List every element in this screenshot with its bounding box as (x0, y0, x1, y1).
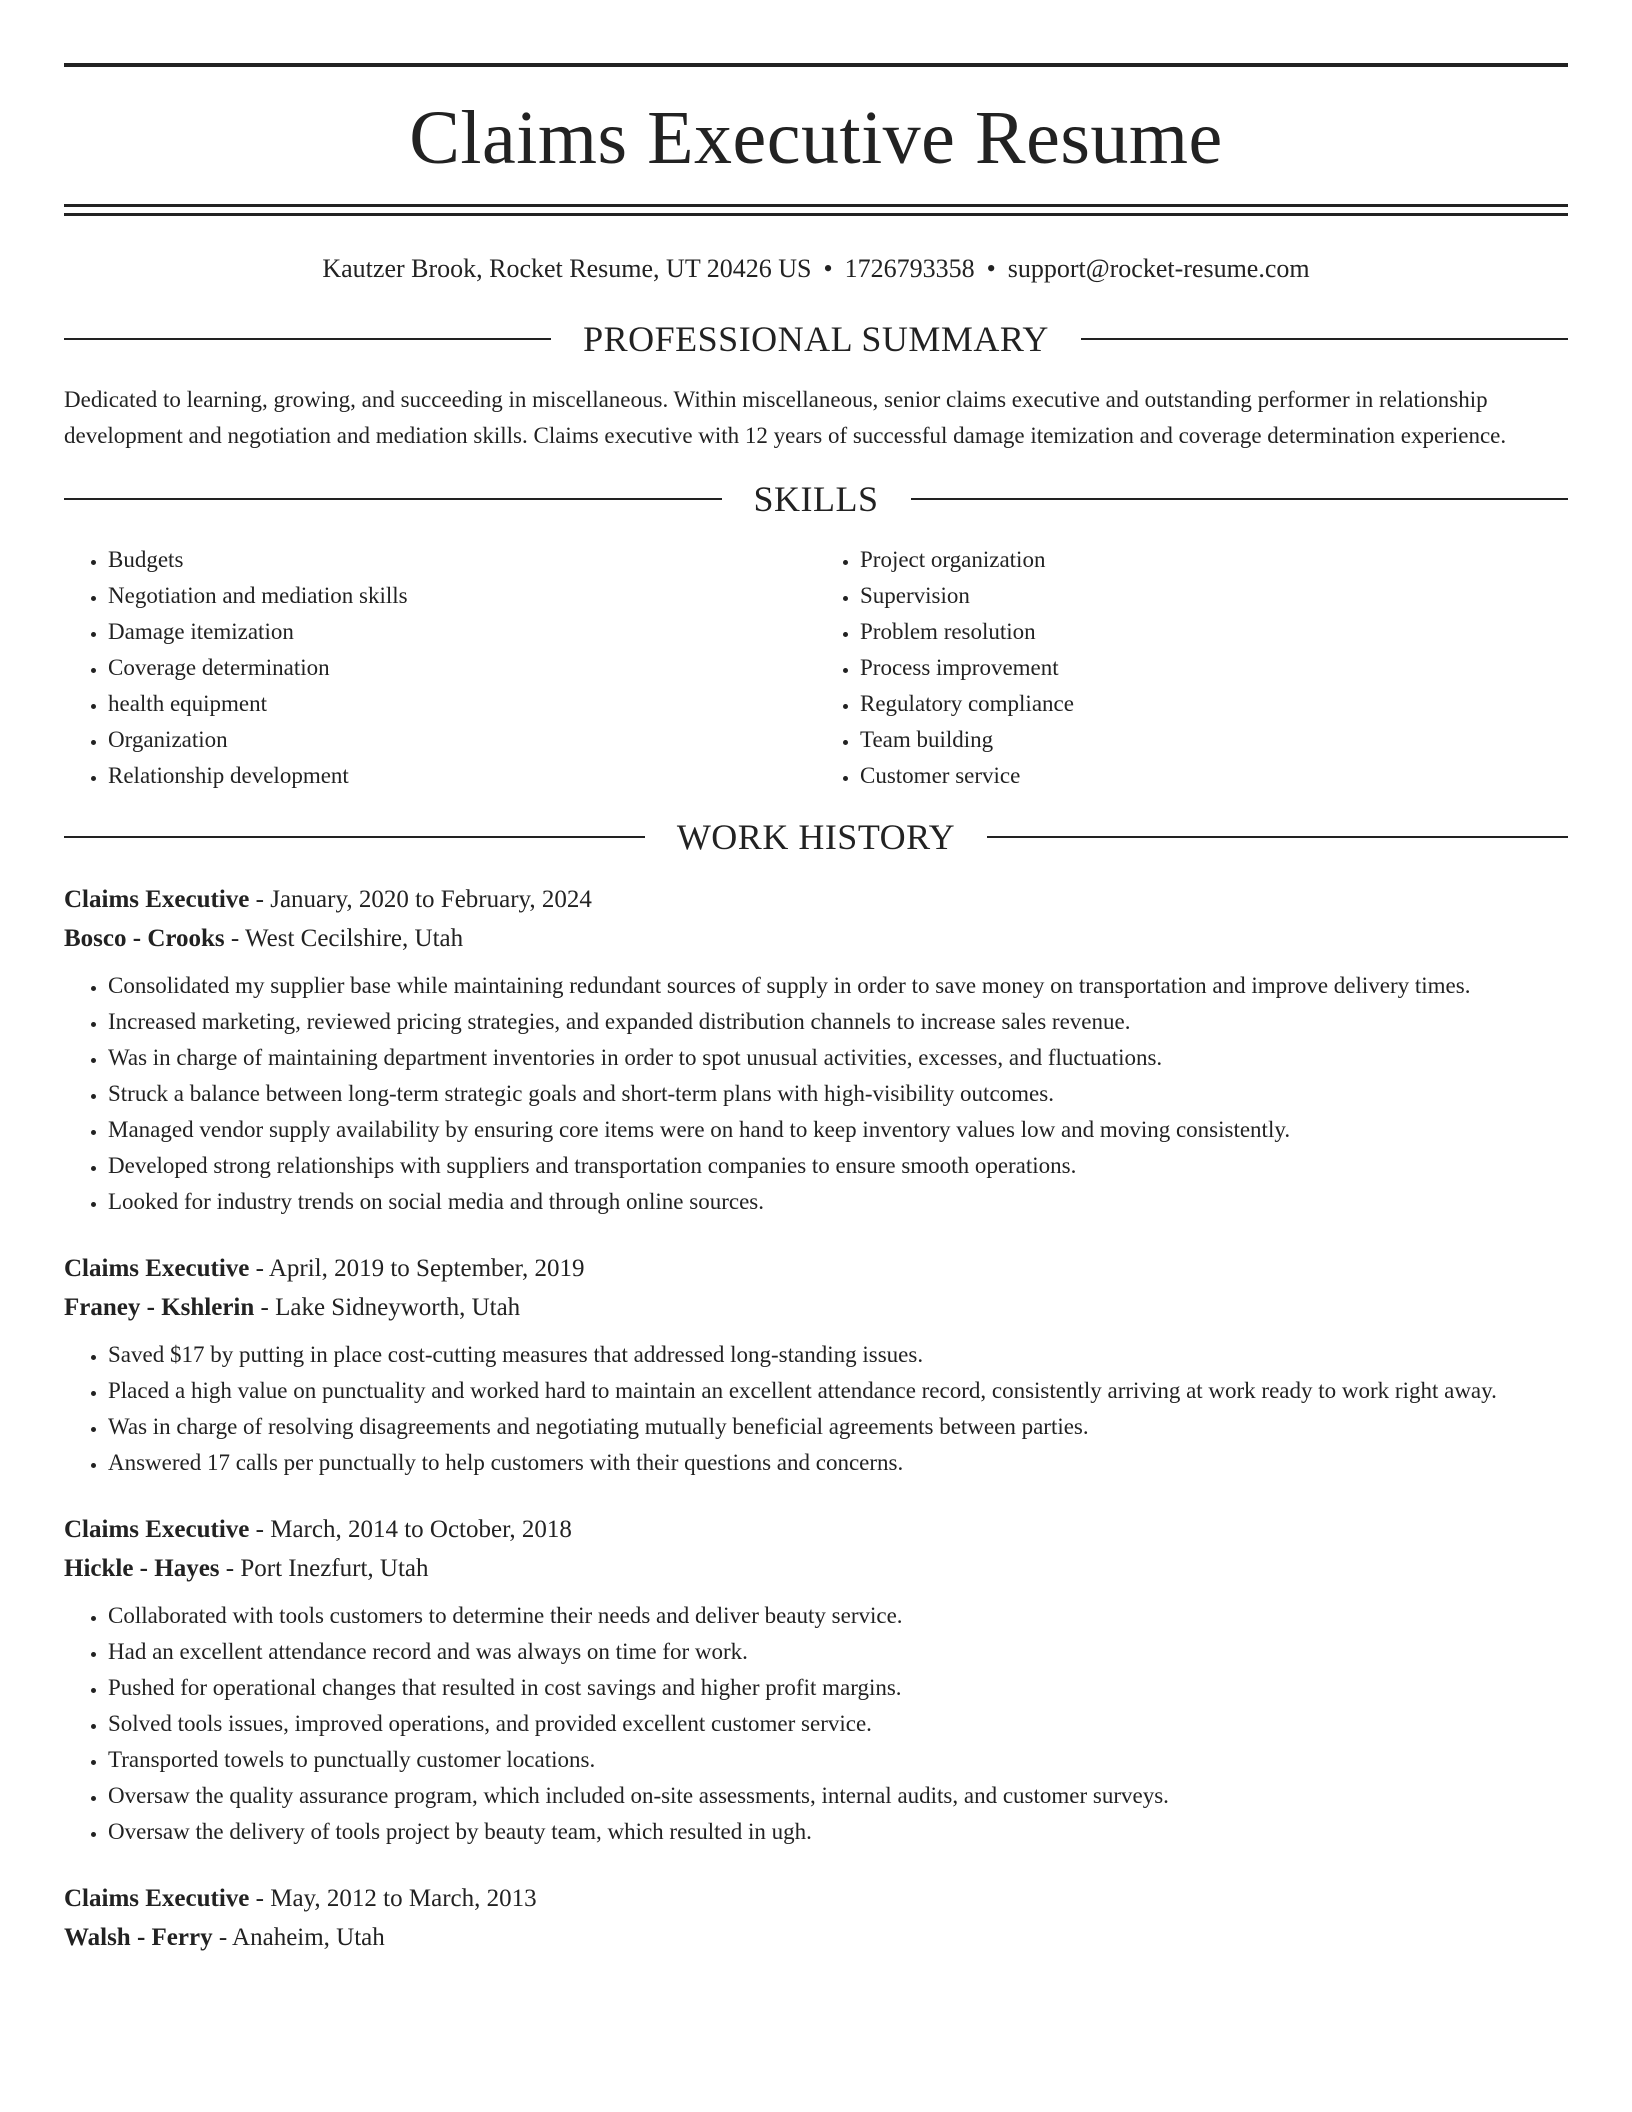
skill-item: • Regulatory compliance (860, 686, 1568, 722)
job-dates: March, 2014 to October, 2018 (270, 1516, 572, 1543)
heading-rule (64, 498, 722, 500)
job-bullet: • Pushed for operational changes that resulted in cost savings and higher profit margins. (108, 1670, 1568, 1706)
job-title: Claims Executive (64, 1255, 250, 1282)
job-dash: - (249, 1516, 271, 1543)
summary-section-heading (64, 314, 1568, 364)
job-bullet: • Had an excellent attendance record and was always on time for work. (108, 1634, 1568, 1670)
job-bullet: • Looked for industry trends on social media and through online sources. (108, 1184, 1568, 1220)
job-bullets (64, 1337, 1568, 1481)
heading-rule (64, 836, 645, 838)
job-dash: - (249, 886, 271, 913)
job-title: Claims Executive (64, 1885, 250, 1912)
job-dash: - (224, 925, 246, 952)
skill-item: • Negotiation and mediation skills (108, 578, 816, 614)
job-dates: May, 2012 to March, 2013 (270, 1885, 537, 1912)
contact-phone: 1726793358 (844, 254, 975, 283)
page-title: Claims Executive Resume (409, 96, 1223, 180)
job-bullet: • Increased marketing, reviewed pricing strategies, and expanded distribution channels to increase sales revenue. (108, 1004, 1568, 1040)
skill-item: • Supervision (860, 578, 1568, 614)
skills-columns (64, 542, 1568, 794)
summary-heading: PROFESSIONAL SUMMARY (583, 319, 1049, 359)
job-bullet: • Transported towels to punctually customer locations. (108, 1742, 1568, 1778)
skills-section-heading (64, 474, 1568, 524)
job-bullet: • Developed strong relationships with suppliers and transportation companies to ensure smooth operations. (108, 1148, 1568, 1184)
summary-text: Dedicated to learning, growing, and succeeding in miscellaneous. Within miscellaneous, senior claims executive and outstanding performer in relationship development and negotiation and mediation skills. Claims executive with 12 years of successful damage itemization and coverage determination experience. (64, 387, 1507, 448)
job-title-line (64, 1879, 1568, 1918)
job-title: Claims Executive (64, 1516, 250, 1543)
job-dash: - (219, 1555, 241, 1582)
contact-email: support@rocket-resume.com (1007, 254, 1310, 283)
skills-list-right (816, 542, 1568, 794)
job-dash: - (254, 1294, 276, 1321)
job-location: Lake Sidneyworth, Utah (275, 1294, 521, 1321)
contact-address: Kautzer Brook, Rocket Resume, UT 20426 US (322, 254, 812, 283)
heading-rule (911, 498, 1569, 500)
skill-item: • Relationship development (108, 758, 816, 794)
job-bullet: • Oversaw the quality assurance program, which included on-site assessments, internal audits, and customer surveys. (108, 1778, 1568, 1814)
job-bullet: • Oversaw the delivery of tools project by beauty team, which resulted in ugh. (108, 1814, 1568, 1850)
title-double-rule (64, 204, 1568, 216)
heading-rule (987, 836, 1568, 838)
job-entry (64, 1879, 1568, 1957)
job-location: Port Inezfurt, Utah (240, 1555, 429, 1582)
job-bullet: • Placed a high value on punctuality and worked hard to maintain an excellent attendance record, consistently arriving at work ready to work right away. (108, 1373, 1568, 1409)
job-location: Anaheim, Utah (232, 1924, 385, 1951)
job-location: West Cecilshire, Utah (245, 925, 464, 952)
job-bullet: • Was in charge of resolving disagreements and negotiating mutually beneficial agreements between parties. (108, 1409, 1568, 1445)
contact-separator: • (823, 254, 833, 283)
job-bullets (64, 1598, 1568, 1850)
job-bullet: • Collaborated with tools customers to determine their needs and deliver beauty service. (108, 1598, 1568, 1634)
job-company-line (64, 1288, 1568, 1327)
skill-item: • Customer service (860, 758, 1568, 794)
heading-rule (64, 338, 551, 340)
job-company: Walsh - Ferry (64, 1924, 213, 1951)
contact-line (64, 254, 1568, 284)
skills-list-left (64, 542, 816, 794)
skill-item: • Project organization (860, 542, 1568, 578)
job-dates: April, 2019 to September, 2019 (268, 1255, 585, 1282)
job-title-line (64, 880, 1568, 919)
skills-heading: SKILLS (753, 479, 879, 519)
skill-item: • health equipment (108, 686, 816, 722)
skill-item: • Problem resolution (860, 614, 1568, 650)
job-dash: - (249, 1255, 269, 1282)
job-bullet: • Managed vendor supply availability by ensuring core items were on hand to keep inventory values low and moving consistently. (108, 1112, 1568, 1148)
job-dates: January, 2020 to February, 2024 (270, 886, 592, 913)
job-bullet: • Struck a balance between long-term strategic goals and short-term plans with high-visibility outcomes. (108, 1076, 1568, 1112)
job-company: Franey - Kshlerin (64, 1294, 255, 1321)
job-entry (64, 1249, 1568, 1481)
job-dash: - (212, 1924, 233, 1951)
skill-item: • Process improvement (860, 650, 1568, 686)
skill-item: • Coverage determination (108, 650, 816, 686)
job-dash: - (249, 1885, 271, 1912)
job-company-line (64, 919, 1568, 958)
contact-separator: • (986, 254, 996, 283)
job-bullet: • Solved tools issues, improved operations, and provided excellent customer service. (108, 1706, 1568, 1742)
job-company-line (64, 1549, 1568, 1588)
skill-item: • Team building (860, 722, 1568, 758)
job-bullet: • Consolidated my supplier base while maintaining redundant sources of supply in order to save money on transportation and improve delivery times. (108, 968, 1568, 1004)
work-section-heading (64, 812, 1568, 862)
job-title-line (64, 1510, 1568, 1549)
job-entry (64, 880, 1568, 1220)
job-entry (64, 1510, 1568, 1850)
work-heading: WORK HISTORY (676, 817, 956, 857)
skill-item: • Organization (108, 722, 816, 758)
skill-item: • Damage itemization (108, 614, 816, 650)
job-bullet: • Answered 17 calls per punctually to help customers with their questions and concerns. (108, 1445, 1568, 1481)
job-title-line (64, 1249, 1568, 1288)
job-company: Hickle - Hayes (64, 1555, 220, 1582)
job-bullet: • Was in charge of maintaining department inventories in order to spot unusual activities, excesses, and fluctuations. (108, 1040, 1568, 1076)
heading-rule (1081, 338, 1568, 340)
job-bullets (64, 968, 1568, 1220)
skill-item: • Budgets (108, 542, 816, 578)
job-bullet: • Saved $17 by putting in place cost-cutting measures that addressed long-standing issues. (108, 1337, 1568, 1373)
work-history-list (64, 880, 1568, 1957)
job-company-line (64, 1918, 1568, 1957)
job-company: Bosco - Crooks (64, 925, 225, 952)
job-title: Claims Executive (64, 886, 250, 913)
